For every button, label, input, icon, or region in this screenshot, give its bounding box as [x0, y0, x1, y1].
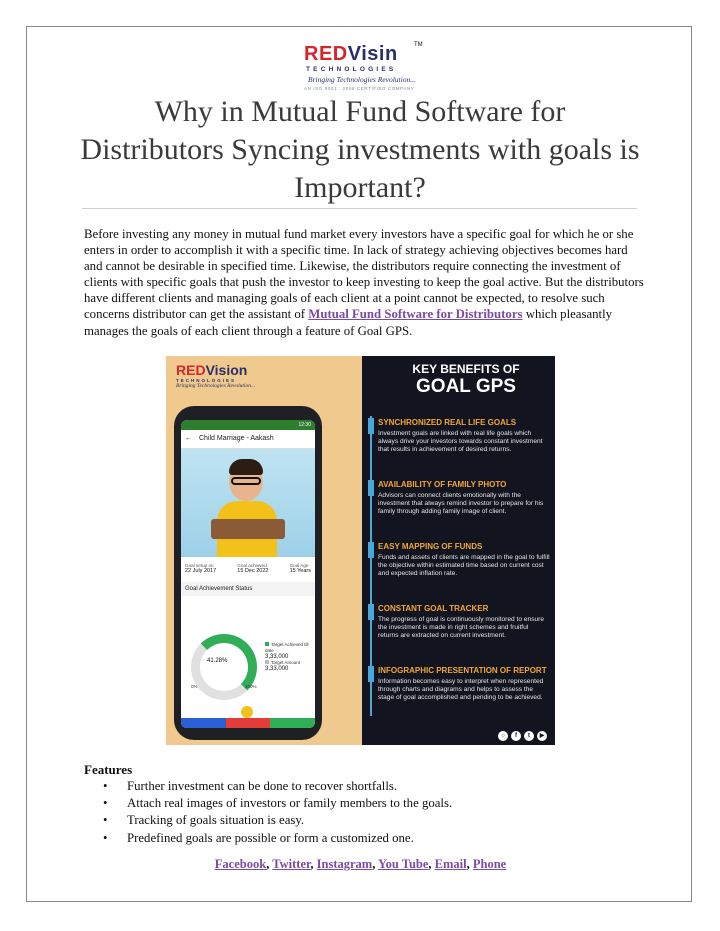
footer-separator: , [266, 857, 273, 871]
phone-app-bar [181, 430, 315, 449]
footer-separator: , [310, 857, 317, 871]
benefit-synchronized-goals [378, 418, 550, 454]
benefit-title: SYNCHRONIZED REAL LIFE GOALS [378, 418, 517, 427]
facebook-icon[interactable]: f [511, 731, 521, 741]
logo-tm: TM [414, 42, 423, 48]
goal-gauge [191, 634, 257, 700]
heading-key-benefits: KEY BENEFITS OF [412, 362, 520, 376]
intro-text-before: Before investing any money in mutual fund market every investors have a specific goal for which he or she enters in order to accomplish it with a specific time. In lack of strategy achieving objectives becomes hard and cannot be desirable in specified time. Likewise, the distributors require connecting the investment of clients with specific goals that push the investor to keep investing to keep the goal active. But the distributors have different clients and managing goals of each client at a point cannot be expected, to resolve such concerns distributor can get the assistant of [84, 227, 644, 322]
infographic-heading [386, 362, 546, 398]
feature-item: • Attach real images of investors or family members to the goals. [103, 795, 452, 812]
benefit-title: EASY MAPPING OF FUNDS [378, 542, 483, 551]
footer-separator: , [428, 857, 435, 871]
goal-achieved-label: Goal achieved [237, 563, 267, 568]
target-achieved-value: 3,33,000 [265, 654, 289, 660]
timeline-marker [368, 418, 374, 434]
instagram-icon[interactable]: ○ [498, 731, 508, 741]
benefit-family-photo [378, 480, 550, 516]
book [211, 519, 285, 539]
phone-header-title: Child Marriage - Aakash [199, 435, 274, 442]
target-achieved-label: Target Achieved till date [265, 642, 309, 653]
logo-technologies: TECHNOLOGIES [306, 66, 397, 73]
logo-tagline: Bringing Technologies Revolution... [308, 75, 416, 84]
facebook-link[interactable]: Facebook [214, 857, 267, 871]
features-list [103, 778, 452, 847]
goal-age-label: Goal Age [289, 563, 309, 568]
back-arrow-icon: ← [185, 435, 192, 442]
gauge-value: 41.28% [207, 658, 228, 664]
redvision-logo [298, 40, 430, 94]
info-logo-red: RED [176, 362, 206, 378]
timeline-marker [368, 604, 374, 620]
info-logo-navy: Vision [205, 362, 248, 378]
benefit-title: AVAILABILITY OF FAMILY PHOTO [378, 480, 507, 489]
email-link[interactable]: Email [434, 857, 467, 871]
benefit-title: INFOGRAPHIC PRESENTATION OF REPORT [378, 666, 547, 675]
infographic-left-panel [166, 356, 362, 745]
legend-swatch-achieved [265, 642, 269, 646]
instagram-link[interactable]: Instagram [316, 857, 373, 871]
footer-separator: , [372, 857, 379, 871]
infographic-logo [176, 362, 266, 402]
footer-separator: , [466, 857, 473, 871]
benefit-mapping-funds [378, 542, 550, 578]
info-logo-tagline: Bringing Technologies Revolution... [176, 383, 256, 389]
title-divider [82, 208, 637, 209]
bottom-bar-green [270, 718, 315, 728]
footer-links [84, 857, 637, 872]
phone-bottom-bars [181, 718, 315, 728]
timeline-marker [368, 480, 374, 496]
gauge-min-label: 0% [191, 684, 198, 689]
twitter-link[interactable]: Twitter [272, 857, 311, 871]
intro-paragraph [84, 226, 644, 339]
child-glasses [231, 477, 261, 485]
child-hair [229, 459, 263, 475]
timeline-marker [368, 666, 374, 682]
feature-item: • Predefined goals are possible or form a customized one. [103, 830, 452, 847]
target-amount-label: Target Amount [271, 660, 301, 665]
feature-item: • Further investment can be done to recover shortfalls. [103, 778, 452, 795]
goal-setup-label: Goal setup on [185, 563, 214, 568]
intro-text-after: which pleasantly manages the goals of each client through a feature of Goal GPS. [84, 307, 613, 338]
bottom-bar-red [226, 718, 271, 728]
rupee-coin-icon [241, 706, 253, 718]
phone-link[interactable]: Phone [472, 857, 507, 871]
youtube-icon[interactable]: ▶ [537, 731, 547, 741]
youtube-link[interactable]: You Tube [378, 857, 429, 871]
feature-item: • Tracking of goals situation is easy. [103, 812, 452, 829]
benefit-description: Investment goals are linked with real life goals which always drive your investors towards constant investment that results in achievement of desired returns. [378, 430, 543, 453]
goal-gps-infographic [166, 356, 555, 745]
legend-swatch-target [265, 660, 269, 664]
logo-brand [304, 44, 398, 64]
child-photo [181, 449, 315, 557]
logo-iso: AN ISO 9001 : 2008 CERTIFIED COMPANY [304, 86, 415, 91]
benefit-goal-tracker [378, 604, 550, 640]
logo-brand-navy: Visi [347, 43, 385, 65]
info-logo-tech: TECHNOLOGIES [176, 378, 237, 383]
target-amount-value: 3,33,000 [265, 666, 289, 672]
benefit-description: The progress of goal is continuously monitored to ensure the investment is made in right schemes and fruitful returns are extracted on current investment. [378, 616, 545, 639]
benefit-description: Information becomes easy to interpret when represented through charts and diagrams and helps to assess the stage of goal accomplished and pending to be achieved. [378, 678, 544, 701]
benefit-title: CONSTANT GOAL TRACKER [378, 604, 489, 613]
phone-screen [181, 420, 315, 728]
benefit-infographic-report [378, 666, 550, 702]
phone-status-bar: 12:30 [181, 420, 315, 430]
logo-brand-end: n [384, 43, 398, 65]
gauge-legend [265, 642, 315, 672]
logo-brand-red: RED [304, 43, 348, 65]
twitter-icon[interactable]: t [524, 731, 534, 741]
goal-setup-value: 22 July 2017 [185, 568, 217, 574]
page-title: Why in Mutual Fund Software for Distributors Syncing investments with goals is Important? [80, 95, 640, 204]
features-heading: Features [84, 762, 133, 777]
goal-achieved-value: 15 Dec 2022 [237, 568, 269, 574]
benefit-description: Funds and assets of clients are mapped in the goal to fulfill the objective within estimated time based on current cost and expected inflation rate. [378, 554, 550, 577]
timeline-marker [368, 542, 374, 558]
goal-age-value: 15 Years [289, 568, 311, 574]
gauge-max-label: 100% [245, 684, 257, 689]
heading-goal-gps: GOAL GPS [416, 376, 516, 397]
bottom-bar-blue [181, 718, 226, 728]
goal-status-heading: Goal Achievement Status [181, 582, 315, 596]
goal-dates-row [181, 557, 315, 574]
phone-mockup [174, 406, 322, 740]
social-icons [498, 731, 547, 741]
mutual-fund-software-link[interactable]: Mutual Fund Software for Distributors [308, 307, 523, 322]
benefit-description: Advisors can connect clients emotionally with the investment that always remind investor to prepare for his family through adding family image of client. [378, 492, 544, 515]
